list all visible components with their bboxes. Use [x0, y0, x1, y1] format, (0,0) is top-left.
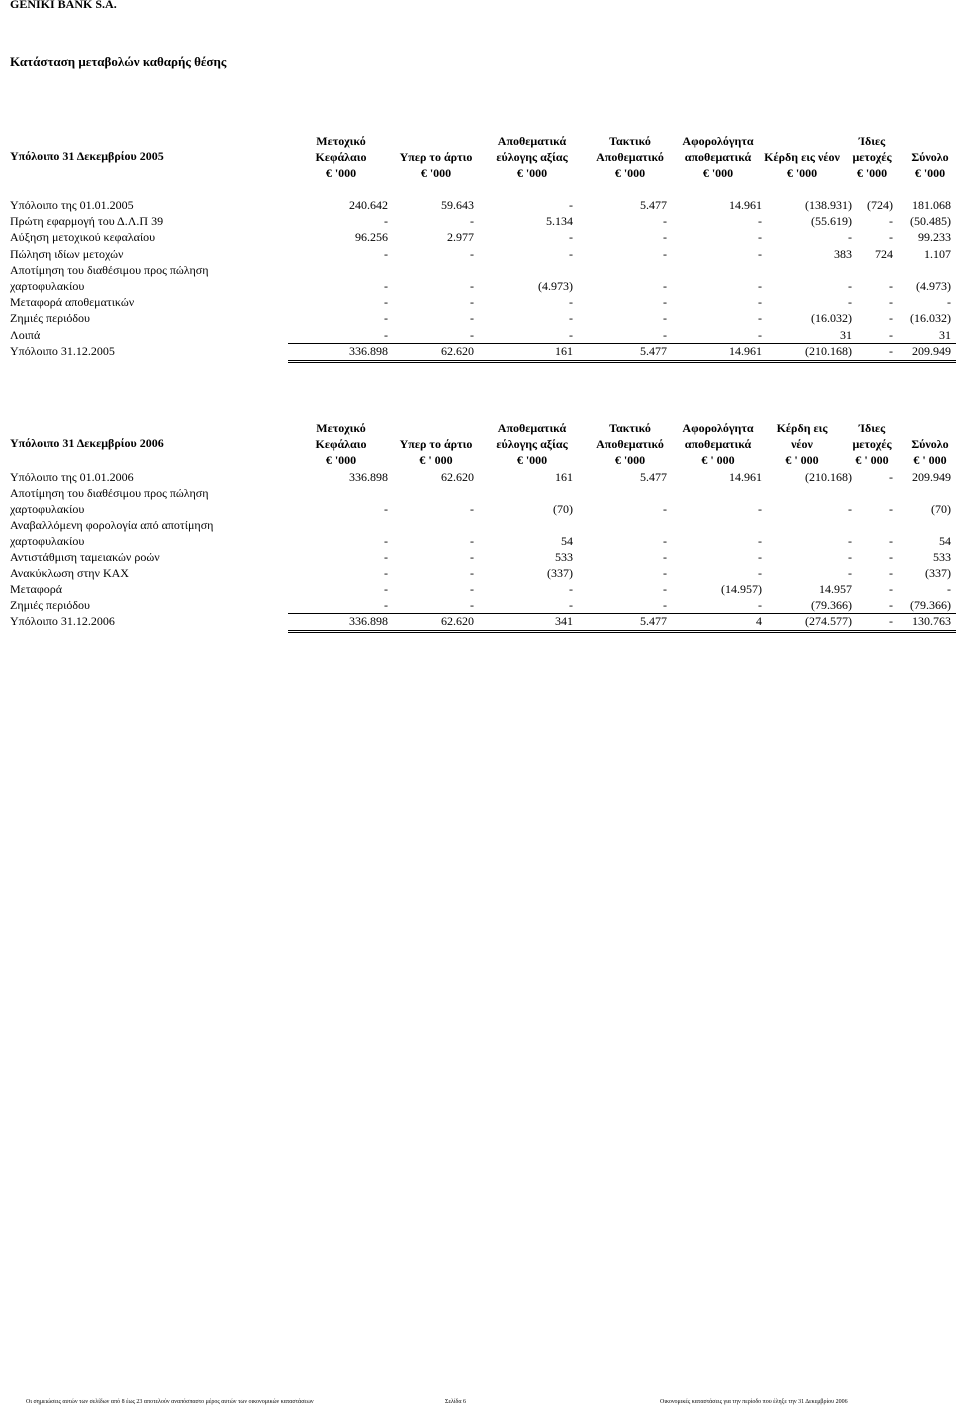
- column-header-line: € '000: [325, 166, 357, 180]
- table-cell: -: [569, 582, 573, 596]
- page-title: Κατάσταση μεταβολών καθαρής θέσης: [10, 54, 227, 69]
- table-cell: -: [848, 502, 852, 516]
- column-header-line: € '000: [614, 166, 646, 180]
- total-double-underline: [288, 632, 956, 633]
- table-cell: -: [663, 598, 667, 612]
- table-row: [0, 486, 960, 502]
- column-header-line: εύλογης αξίας: [496, 150, 568, 164]
- table-cell: 533: [933, 550, 951, 564]
- column-header-line: € '000: [614, 453, 646, 467]
- table-cell: (337): [925, 566, 951, 580]
- table-header-label: Υπόλοιπο 31 Δεκεμβρίου 2005: [10, 149, 164, 163]
- table-cell: -: [663, 534, 667, 548]
- table-cell: -: [758, 566, 762, 580]
- table-row: [0, 566, 960, 582]
- table-cell: 209.949: [912, 470, 951, 484]
- table-cell: -: [758, 550, 762, 564]
- table-cell: -: [848, 550, 852, 564]
- table-cell: (210.168): [805, 470, 852, 484]
- footer-notes-text: Οι σημειώσεις αυτών των σελίδων από 8 έως 23 αποτελούν αναπόσπαστο μέρος αυτών των οικονομικών καταστάσεων: [26, 1399, 314, 1405]
- table-cell: -: [848, 230, 852, 245]
- column-header-line: Υπερ το άρτιο: [399, 437, 473, 451]
- table-cell: -: [889, 311, 893, 326]
- row-label: Υπόλοιπο της 01.01.2005: [10, 198, 134, 212]
- table-cell: 161: [555, 470, 573, 484]
- table-cell: (138.931): [805, 198, 852, 212]
- table-cell: -: [758, 295, 762, 310]
- table-row: [0, 582, 960, 598]
- table-cell: -: [569, 598, 573, 612]
- column-header-line: Ίδιες: [858, 134, 886, 148]
- table-cell: (337): [547, 566, 573, 580]
- table-cell: -: [889, 295, 893, 310]
- table-row: [0, 328, 960, 344]
- row-label: Αντιστάθμιση ταμειακών ροών: [10, 550, 160, 564]
- column-header-line: € '000: [516, 166, 548, 180]
- table-cell: 336.898: [349, 343, 388, 358]
- footer-period-text: Οικονομικές καταστάσεις για την περίοδο που έληξε την 31 Δεκεμβρίου 2006: [660, 1399, 848, 1405]
- column-header: [386, 133, 486, 181]
- table-cell: -: [758, 598, 762, 612]
- table-row: [0, 247, 960, 263]
- column-header-line: Μετοχικό: [316, 134, 366, 148]
- table-cell: 54: [561, 534, 573, 548]
- table-cell: 31: [939, 327, 951, 342]
- table-row: [0, 534, 960, 550]
- column-header-line: Αποθεματικό: [596, 437, 664, 451]
- table-cell: -: [663, 230, 667, 245]
- column-header: [386, 420, 486, 468]
- column-header-line: € '000: [702, 166, 734, 180]
- table-cell: -: [663, 550, 667, 564]
- table-cell: -: [569, 198, 573, 212]
- table-cell: -: [384, 550, 388, 564]
- column-header-line: Αποθεματικό: [596, 150, 664, 164]
- table-cell: -: [384, 311, 388, 326]
- row-label: χαρτοφυλακίου: [10, 534, 85, 548]
- table-cell: -: [384, 246, 388, 261]
- table-cell: -: [384, 582, 388, 596]
- row-label: Υπόλοιπο της 01.01.2006: [10, 470, 134, 484]
- total-rule-top: [288, 343, 956, 344]
- column-header-line: Κεφάλαιο: [315, 437, 367, 451]
- table-cell: -: [889, 598, 893, 612]
- column-header-line: € '000: [856, 166, 888, 180]
- column-header-line: μετοχές: [852, 437, 892, 451]
- column-header-line: € '000: [786, 166, 818, 180]
- column-header-line: Μετοχικό: [316, 421, 366, 435]
- table-cell: 5.477: [640, 198, 667, 212]
- table-cell: -: [384, 566, 388, 580]
- table-cell: -: [889, 470, 893, 484]
- table-cell: -: [470, 295, 474, 310]
- table-cell: -: [569, 295, 573, 310]
- table-cell: -: [758, 214, 762, 229]
- table-cell: -: [889, 566, 893, 580]
- total-rule-top: [288, 613, 956, 614]
- table-row: [0, 263, 960, 279]
- column-header-line: Υπερ το άρτιο: [399, 150, 473, 164]
- table-cell: 5.477: [640, 470, 667, 484]
- column-header-line: Κεφάλαιο: [315, 150, 367, 164]
- table-cell: 62.620: [441, 614, 474, 628]
- table-cell: -: [758, 230, 762, 245]
- table-cell: 14.961: [729, 470, 762, 484]
- total-double-underline: [288, 362, 956, 363]
- column-header-line: αποθεματικά: [684, 437, 752, 451]
- table-header-label: Υπόλοιπο 31 Δεκεμβρίου 2006: [10, 436, 164, 450]
- row-label: Αποτίμηση του διαθέσιμου προς πώληση: [10, 486, 209, 500]
- table-cell: 99.233: [918, 230, 951, 245]
- row-label: Αναβαλλόμενη φορολογία από αποτίμηση: [10, 518, 214, 532]
- table-cell: 1.107: [924, 246, 951, 261]
- table-cell: 336.898: [349, 614, 388, 628]
- column-header-line: € ' 000: [785, 453, 819, 467]
- table-cell: 96.256: [355, 230, 388, 245]
- row-label: χαρτοφυλακίου: [10, 279, 85, 293]
- table-row: [0, 214, 960, 230]
- table-cell: -: [889, 214, 893, 229]
- column-header-line: Αποθεματικά: [497, 134, 567, 148]
- table-cell: 240.642: [349, 198, 388, 212]
- table-cell: -: [470, 246, 474, 261]
- table-cell: (4.973): [538, 279, 573, 293]
- table-row: [0, 279, 960, 295]
- table-cell: -: [663, 246, 667, 261]
- table-cell: (79.366): [811, 598, 852, 612]
- table-cell: -: [889, 582, 893, 596]
- table-cell: 5.477: [640, 343, 667, 358]
- table-cell: 31: [840, 327, 852, 342]
- row-label: Υπόλοιπο 31.12.2006: [10, 614, 115, 628]
- table-cell: -: [758, 246, 762, 261]
- table-cell: -: [663, 311, 667, 326]
- table-cell: 181.068: [912, 198, 951, 212]
- table-cell: -: [758, 327, 762, 342]
- table-cell: -: [889, 534, 893, 548]
- table-row: [0, 518, 960, 534]
- table-header: [0, 420, 960, 468]
- table-cell: (4.973): [916, 279, 951, 293]
- table-cell: (14.957): [721, 582, 762, 596]
- footer-page-number: Σελίδα 6: [445, 1399, 467, 1405]
- table-cell: -: [384, 502, 388, 516]
- column-header: [880, 133, 960, 181]
- table-row: [0, 470, 960, 486]
- table-cell: -: [663, 214, 667, 229]
- table-cell: -: [569, 230, 573, 245]
- table-cell: 5.134: [546, 214, 573, 229]
- column-header: [291, 133, 391, 181]
- column-header: [482, 420, 582, 468]
- table-cell: 14.961: [729, 198, 762, 212]
- table-cell: -: [569, 327, 573, 342]
- table-cell: (16.032): [910, 311, 951, 326]
- table-cell: -: [663, 502, 667, 516]
- table-cell: 5.477: [640, 614, 667, 628]
- table-cell: -: [758, 534, 762, 548]
- column-header-line: Αφορολόγητα: [682, 134, 754, 148]
- row-label: Πρώτη εφαρμογή του Δ.Λ.Π 39: [10, 214, 164, 229]
- table-cell: (70): [553, 502, 573, 516]
- table-cell: 533: [555, 550, 573, 564]
- table-cell: -: [663, 327, 667, 342]
- table-cell: -: [384, 327, 388, 342]
- table-cell: -: [470, 534, 474, 548]
- table-cell: -: [384, 598, 388, 612]
- table-cell: -: [663, 566, 667, 580]
- table-cell: -: [889, 230, 893, 245]
- table-cell: (210.168): [805, 343, 852, 358]
- table-cell: -: [848, 566, 852, 580]
- table-cell: -: [470, 566, 474, 580]
- column-header-line: εύλογης αξίας: [496, 437, 568, 451]
- column-header-line: [880, 133, 960, 149]
- table-cell: (724): [867, 198, 893, 212]
- table-cell: -: [569, 311, 573, 326]
- table-cell: 383: [834, 246, 852, 261]
- row-label: Ζημιές περιόδου: [10, 311, 90, 326]
- table-row: [0, 344, 960, 360]
- table-row: [0, 550, 960, 566]
- row-label: Υπόλοιπο 31.12.2005: [10, 343, 115, 358]
- row-label: Μεταφορά: [10, 582, 63, 596]
- table-cell: -: [889, 343, 893, 358]
- table-cell: -: [889, 327, 893, 342]
- table-cell: (55.619): [811, 214, 852, 229]
- column-header-line: νέον: [791, 437, 813, 451]
- column-header-line: [386, 133, 486, 149]
- column-header-line: μετοχές: [852, 150, 892, 164]
- table-row: [0, 598, 960, 614]
- row-label: Λοιπά: [10, 327, 41, 342]
- table-cell: 62.620: [441, 343, 474, 358]
- table-cell: (79.366): [910, 598, 951, 612]
- column-header-line: Σύνολο: [911, 437, 949, 451]
- table-cell: 54: [939, 534, 951, 548]
- table-cell: (50.485): [910, 214, 951, 229]
- table-cell: -: [663, 582, 667, 596]
- table-cell: -: [663, 279, 667, 293]
- column-header-line: Κέρδη εις: [776, 421, 828, 435]
- column-header: [580, 420, 680, 468]
- table-cell: -: [384, 214, 388, 229]
- table-cell: (70): [931, 502, 951, 516]
- column-header-line: Ίδιες: [858, 421, 886, 435]
- table-cell: -: [848, 534, 852, 548]
- table-cell: -: [947, 295, 951, 310]
- column-header-line: [386, 420, 486, 436]
- table-row: [0, 295, 960, 311]
- table-cell: -: [889, 502, 893, 516]
- column-header-line: Κέρδη εις νέον: [764, 150, 840, 164]
- row-label: Αποτίμηση του διαθέσιμου προς πώληση: [10, 262, 209, 277]
- column-header-line: Αφορολόγητα: [682, 421, 754, 435]
- table-cell: 724: [875, 246, 893, 261]
- column-header-line: Αποθεματικά: [497, 421, 567, 435]
- column-header: [880, 420, 960, 468]
- table-cell: -: [384, 534, 388, 548]
- table-row: [0, 198, 960, 214]
- table-cell: -: [384, 295, 388, 310]
- table-row: [0, 311, 960, 327]
- row-label: Ζημιές περιόδου: [10, 598, 90, 612]
- table-cell: -: [470, 502, 474, 516]
- column-header-line: αποθεματικά: [684, 150, 752, 164]
- table-cell: -: [758, 311, 762, 326]
- table-cell: 14.961: [729, 343, 762, 358]
- table-cell: -: [947, 582, 951, 596]
- table-cell: -: [470, 311, 474, 326]
- table-cell: -: [470, 550, 474, 564]
- table-cell: -: [889, 550, 893, 564]
- table-cell: -: [569, 246, 573, 261]
- table-cell: 209.949: [912, 343, 951, 358]
- column-header-line: Σύνολο: [911, 150, 949, 164]
- table-cell: -: [663, 295, 667, 310]
- table-cell: -: [470, 279, 474, 293]
- column-header: [482, 133, 582, 181]
- table-row: [0, 230, 960, 246]
- total-double-underline: [288, 630, 956, 631]
- table-cell: (16.032): [811, 311, 852, 326]
- table-cell: -: [889, 614, 893, 628]
- total-double-underline: [288, 360, 956, 361]
- table-row: [0, 614, 960, 630]
- table-cell: -: [758, 279, 762, 293]
- table-cell: -: [889, 279, 893, 293]
- column-header-line: € ' 000: [419, 453, 453, 467]
- table-row: [0, 502, 960, 518]
- table-cell: 341: [555, 614, 573, 628]
- column-header-line: € ' 000: [913, 453, 947, 467]
- table-cell: 4: [756, 614, 762, 628]
- column-header-line: € '000: [420, 166, 452, 180]
- table-cell: -: [384, 279, 388, 293]
- row-label: χαρτοφυλακίου: [10, 502, 85, 516]
- column-header: [580, 133, 680, 181]
- column-header: [291, 420, 391, 468]
- row-label: Ανακύκλωση στην ΚΑΧ: [10, 566, 129, 580]
- table-cell: -: [470, 598, 474, 612]
- row-label: Πώληση ιδίων μετοχών: [10, 246, 124, 261]
- table-cell: 130.763: [912, 614, 951, 628]
- bank-name: GENIKI BANK S.A.: [10, 0, 117, 11]
- table-cell: 62.620: [441, 470, 474, 484]
- column-header-line: Τακτικό: [609, 421, 651, 435]
- table-cell: -: [470, 582, 474, 596]
- column-header-line: [880, 420, 960, 436]
- table-cell: -: [758, 502, 762, 516]
- table-cell: 161: [555, 343, 573, 358]
- column-header-line: Τακτικό: [609, 134, 651, 148]
- table-cell: 59.643: [441, 198, 474, 212]
- row-label: Αύξηση μετοχικού κεφαλαίου: [10, 230, 156, 245]
- table-cell: -: [848, 279, 852, 293]
- column-header-line: € ' 000: [701, 453, 735, 467]
- table-cell: -: [470, 327, 474, 342]
- column-header-line: € '000: [325, 453, 357, 467]
- table-header: [0, 133, 960, 181]
- column-header-line: € '000: [516, 453, 548, 467]
- column-header-line: € '000: [914, 166, 946, 180]
- column-header-line: € ' 000: [855, 453, 889, 467]
- table-cell: -: [848, 295, 852, 310]
- table-cell: 14.957: [819, 582, 852, 596]
- table-cell: 336.898: [349, 470, 388, 484]
- table-cell: (274.577): [805, 614, 852, 628]
- row-label: Μεταφορά αποθεματικών: [10, 295, 135, 310]
- table-cell: -: [470, 214, 474, 229]
- table-cell: 2.977: [447, 230, 474, 245]
